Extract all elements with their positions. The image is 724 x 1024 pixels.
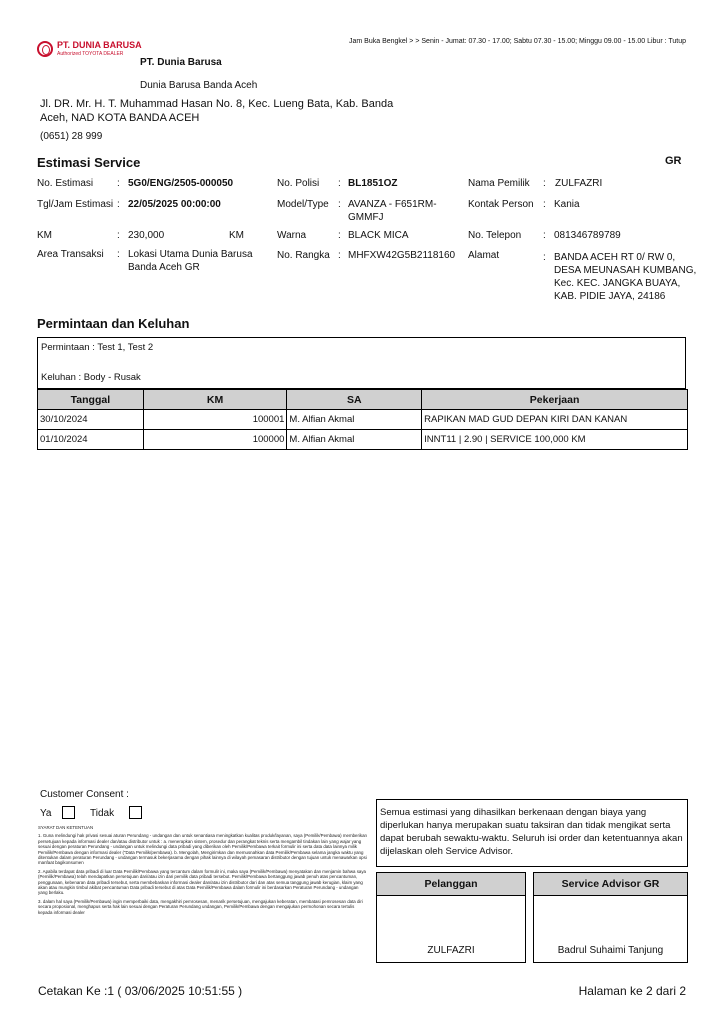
cell-km: 100000 [143,430,287,450]
kontak-person-value: Kania [554,199,580,210]
cell-pekerjaan: RAPIKAN MAD GUD DEPAN KIRI DAN KANAN [422,410,688,430]
company-phone: (0651) 28 999 [40,131,103,142]
document-title: Estimasi Service [37,155,141,170]
consent-no-label: Tidak [90,808,115,819]
logo-sub: Authorized TOYOTA DEALER [57,51,124,57]
terms-paragraph-2: 2. Apabila terdapat data pribadi di luar Data Pemilik/Pembawa yang tercantum dalam formulir ini, maka saya (Pemilik/Pembawa) menyatakan dan menjamin bahwa saya (Pemilik/Pembawa) telah mendapatkan persetujuan dari/atau izin dari pemilik data pribadi tersebut. Pemilik/Pembawa bertanggung jawab penuh atas pencantuman, penggunaan, kebenaran data pribadi tersebut, serta membebaskan informasi dealer dan/atau izin distributor dari dan atas semua tanggung jawab kerugian, klaim yang akan atau mungkin timbul akibat pencantuman Data pribadi tersebut di atas Data Pemilik/Pembawa dalam formulir ini berdasarkan Peraturan Perundang - undangan yang berlaku. [38,868,366,896]
no-telepon-value: 081346789789 [554,230,621,241]
consent-no-checkbox[interactable] [129,806,142,819]
colon: : [543,199,546,210]
advisor-signature-box [533,872,688,963]
alamat-line-1: BANDA ACEH RT 0/ RW 0, [554,252,676,263]
print-info: Cetakan Ke :1 ( 03/06/2025 10:51:55 ) [38,984,243,998]
advisor-signature-title: Service Advisor GR [534,873,687,896]
model-type-label: Model/Type [277,199,329,210]
colon: : [117,199,120,210]
request-box [37,337,686,389]
col-header-km: KM [143,390,287,410]
toyota-logo-icon [37,41,53,57]
address-line-1: Jl. DR. Mr. H. T. Muhammad Hasan No. 8, Kec. Lueng Bata, Kab. Banda [40,98,394,110]
km-value: 230,000 [128,230,165,241]
nama-pemilik-value: ZULFAZRI [555,178,603,189]
km-unit: KM [229,230,244,241]
workshop-hours: Jam Buka Bengkel > > Senin - Jumat: 07.30 - 17.00; Sabtu 07.30 - 15.00; Minggu 09.00 - 15.00 Libur : Tutup [349,38,686,45]
colon: : [338,250,341,261]
km-label: KM [37,230,52,241]
col-header-tanggal: Tanggal [38,390,144,410]
colon: : [338,178,341,189]
customer-signature-name: ZULFAZRI [427,945,475,956]
tgl-estimasi-label: Tgl/Jam Estimasi [37,199,114,210]
consent-yes-checkbox[interactable] [62,806,75,819]
no-telepon-label: No. Telepon [468,230,522,241]
cell-km: 100001 [143,410,287,430]
colon: : [117,178,120,189]
page-number: Halaman ke 2 dari 2 [578,984,686,998]
cell-sa: M. Alfian Akmal [287,430,422,450]
alamat-line-3: Kec. KEC. JANGKA BUAYA, [554,278,681,289]
cell-sa: M. Alfian Akmal [287,410,422,430]
area-transaksi-label: Area Transaksi [37,249,104,260]
advisor-signature-name: Badrul Suhaimi Tanjung [557,945,664,956]
alamat-line-2: DESA MEUNASAH KUMBANG, [554,265,697,276]
kontak-person-label: Kontak Person [468,199,534,210]
branch-name: Dunia Barusa Banda Aceh [140,80,258,91]
keluhan-text: Keluhan : Body - Rusak [41,372,141,383]
estimate-note: Semua estimasi yang dihasilkan berkenaan dengan biaya yang diperlukan hanya merupakan suatu taksiran dan tidak mengikat serta dapat berubah sewaktu-waktu. Seluruh isi order dan ketentuannya akan dijelaskan oleh Service Advisor. [376,799,688,867]
colon: : [117,230,120,241]
terms-paragraph-1: 1. Guna melindungi hak privasi sesuai aturan Perundang - undangan dan untuk senantiasa meningkatkan kualitas produk/layanan, saya (Pemilik/Pembawa) memberikan persetujuan kepada informasi dealer dan/atau distributor untuk : a. menerapkan sistem, prosedur dan perangkat teknis serta mengambil tindakan lain yang wajar yang sesuai dengan peraturan Perundang - undangan untuk melindungi data pribadi yang diberikan oleh Pemilik/Pembawa terkait formulir ini serta data data lainnya milik Pemilik/Pembawa dengan informasi dealer ("Data Pemilik/pembawa). b. Mengolah, Mengirimkan dan memusnahkan data Pemilik/Pembawa selama jangka waktu yang ditentukan dalam peraturan Perundang - undangan termasuk bekerjasama dengan pihak lainnya di wilayah pemasaran distributor dengan tujuan untuk menawarkan opsi manfaat bagikonsumen [38,833,368,866]
colon: : [338,199,341,210]
colon: : [117,249,120,260]
col-header-pekerjaan: Pekerjaan [422,390,688,410]
area-transaksi-line-1: Lokasi Utama Dunia Barusa [128,249,253,260]
customer-signature-title: Pelanggan [377,873,525,896]
company-name: PT. Dunia Barusa [140,57,222,68]
colon: : [543,252,546,263]
area-transaksi-line-2: Banda Aceh GR [128,262,200,273]
alamat-line-4: KAB. PIDIE JAYA, 24186 [554,291,666,302]
alamat-label: Alamat [468,250,500,261]
cell-pekerjaan: INNT11 | 2.90 | SERVICE 100,000 KM [422,430,688,450]
nama-pemilik-label: Nama Pemilik [468,178,530,189]
colon: : [543,230,546,241]
table-row [38,430,688,450]
tgl-estimasi-value: 22/05/2025 00:00:00 [128,199,221,210]
cell-tanggal: 30/10/2024 [38,410,144,430]
address-line-2: Aceh, NAD KOTA BANDA ACEH [40,112,200,124]
logo-name: PT. DUNIA BARUSA [57,40,142,50]
no-polisi-label: No. Polisi [277,178,320,189]
no-rangka-label: No. Rangka [277,250,330,261]
no-rangka-value: MHFXW42G5B2118160 [348,250,456,261]
no-estimasi-label: No. Estimasi [37,178,94,189]
table-header-row [38,390,688,410]
table-row [38,410,688,430]
no-polisi-value: BL1851OZ [348,178,398,189]
service-history-table [37,389,688,450]
document-code: GR [665,155,682,167]
consent-title: Customer Consent : [40,789,129,800]
model-type-line-2: GMMFJ [348,212,384,223]
warna-label: Warna [277,230,307,241]
cell-tanggal: 01/10/2024 [38,430,144,450]
company-logo [37,39,147,61]
customer-signature-box [376,872,526,963]
terms-text [38,825,368,918]
model-type-line-1: AVANZA - F651RM- [348,199,437,210]
terms-title: SYARAT DAN KETENTUAN [38,825,94,830]
consent-yes-label: Ya [40,808,52,819]
request-section-title: Permintaan dan Keluhan [37,316,190,331]
colon: : [543,178,546,189]
permintaan-text: Permintaan : Test 1, Test 2 [41,342,154,353]
warna-value: BLACK MICA [348,230,409,241]
col-header-sa: SA [287,390,422,410]
no-estimasi-value: 5G0/ENG/2505-000050 [128,178,234,189]
terms-paragraph-3: 3. dalam hal saya (Pemilik/Pembawa) ingin memperbaiki data, mengakhiri pemrosesan, menarik persetujuan, mengajukan keberatan, membatasi pemrosesan data diri secara proposional, menghapus serta hak lain sesuai dengan Peraturan Perundang undangan, Pemilik/Pembawa dengan mengajukan permohonan secara tertulis kepada informasi dealer [38,898,363,915]
colon: : [338,230,341,241]
